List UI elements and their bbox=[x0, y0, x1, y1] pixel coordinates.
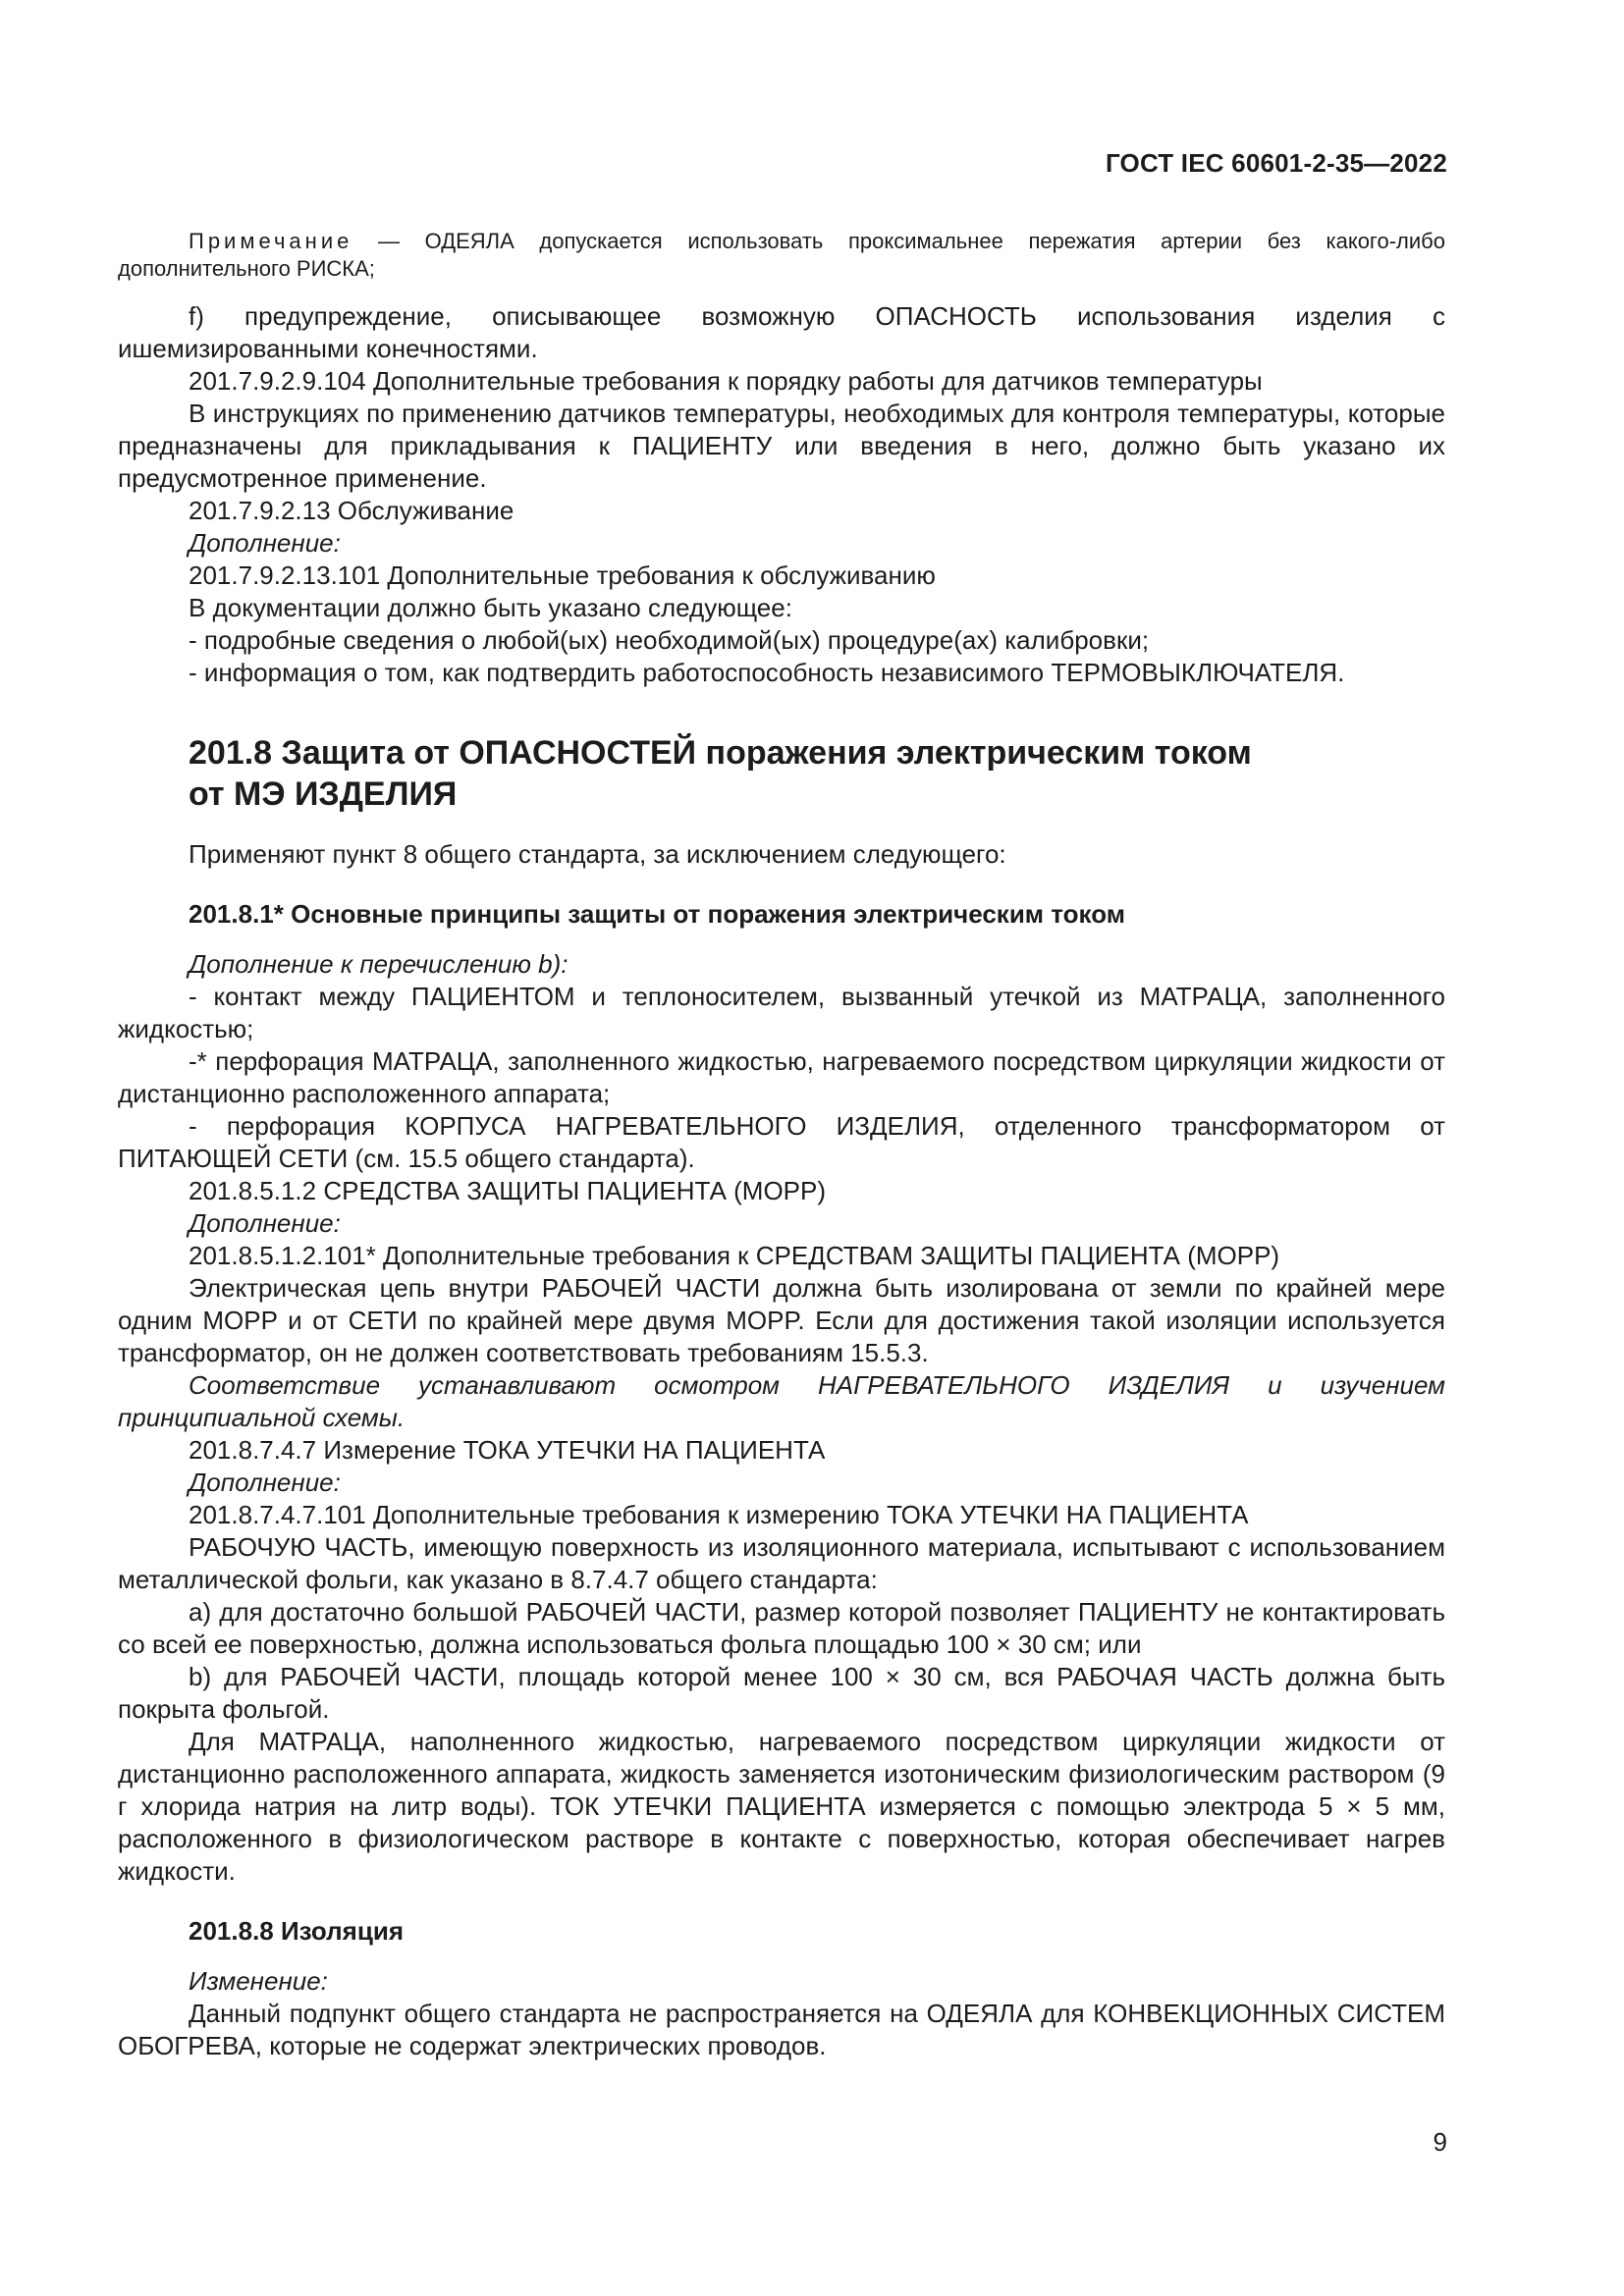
paragraph: - подробные сведения о любой(ых) необходимой(ых) процедуре(ах) калибровки; bbox=[189, 625, 1150, 655]
paragraph: 201.8.5.1.2 СРЕДСТВА ЗАЩИТЫ ПАЦИЕНТА (MOPP) bbox=[189, 1176, 827, 1205]
paragraph-group-1 bbox=[118, 300, 1445, 689]
paragraph: Дополнение к перечислению b): bbox=[189, 949, 568, 979]
paragraph: 201.7.9.2.13.101 Дополнительные требования к обслуживанию bbox=[189, 561, 936, 590]
section-201-8-intro: Применяют пункт 8 общего стандарта, за исключением следующего: bbox=[189, 839, 1006, 869]
note-label: Примечание bbox=[189, 229, 353, 253]
paragraph: В инструкциях по применению датчиков температуры, необходимых для контроля температуры, которые предназначены для прикладывания к ПАЦИЕНТУ или введения в него, должно быть указано их предусмотренное применение. bbox=[118, 399, 1445, 493]
paragraph-group-3 bbox=[118, 1965, 1445, 2062]
page-content bbox=[118, 228, 1445, 2062]
paragraph: f) предупреждение, описывающее возможную ОПАСНОСТЬ использования изделия с ишемизированными конечностями. bbox=[118, 301, 1445, 363]
paragraph: Дополнение: bbox=[189, 528, 341, 558]
note-paragraph bbox=[118, 228, 1445, 283]
paragraph: Дополнение: bbox=[189, 1468, 341, 1497]
paragraph: 201.8.7.4.7 Измерение ТОКА УТЕЧКИ НА ПАЦИЕНТА bbox=[189, 1435, 826, 1465]
paragraph: Дополнение: bbox=[189, 1208, 341, 1238]
section-201-8-title-line1: 201.8 Защита от ОПАСНОСТЕЙ поражения электрическим током bbox=[189, 734, 1252, 772]
paragraph: Электрическая цепь внутри РАБОЧЕЙ ЧАСТИ должна быть изолирована от земли по крайней мере одним MOPP и от СЕТИ по крайней мере двумя MOPP. Если для достижения такой изоляции используется трансформатор, он не должен соответствовать требованиям 15.5.3. bbox=[118, 1273, 1445, 1367]
paragraph: Для МАТРАЦА, наполненного жидкостью, нагреваемого посредством циркуляции жидкости от дистанционно расположенного аппарата, жидкость заменяется изотоническим физиологическим раствором (9 г хлорида натрия на литр воды). ТОК УТЕЧКИ ПАЦИЕНТА измеряется с помощью электрода 5 × 5 мм, расположенного в физиологическом растворе в контакте с поверхностью, которая обеспечивает нагрев жидкости. bbox=[118, 1727, 1445, 1886]
note-text: — ОДЕЯЛА допускается использовать проксимальнее пережатия артерии без какого-либо дополнительного РИСКА; bbox=[118, 229, 1445, 281]
paragraph: Данный подпункт общего стандарта не распространяется на ОДЕЯЛА для КОНВЕКЦИОННЫХ СИСТЕМ ОБОГРЕВА, которые не содержат электрических проводов. bbox=[118, 1999, 1445, 2060]
paragraph: 201.7.9.2.13 Обслуживание bbox=[189, 496, 514, 525]
paragraph: - информация о том, как подтвердить работоспособность независимого ТЕРМОВЫКЛЮЧАТЕЛЯ. bbox=[189, 658, 1345, 687]
paragraph: -* перфорация МАТРАЦА, заполненного жидкостью, нагреваемого посредством циркуляции жидкости от дистанционно расположенного аппарата; bbox=[118, 1046, 1445, 1108]
paragraph: b) для РАБОЧЕЙ ЧАСТИ, площадь которой менее 100 × 30 см, вся РАБОЧАЯ ЧАСТЬ должна быть покрыта фольгой. bbox=[118, 1662, 1445, 1724]
paragraph: - контакт между ПАЦИЕНТОМ и теплоносителем, вызванный утечкой из МАТРАЦА, заполненного жидкостью; bbox=[118, 982, 1445, 1043]
paragraph: Изменение: bbox=[189, 1966, 328, 1996]
paragraph-group-2 bbox=[118, 948, 1445, 1888]
section-201-8-heading bbox=[189, 732, 1445, 815]
document-id-header: ГОСТ IEC 60601-2-35—2022 bbox=[1105, 148, 1447, 178]
section-201-8-1-heading: 201.8.1* Основные принципы защиты от поражения электрическим током bbox=[189, 899, 1125, 929]
page-number: 9 bbox=[1433, 2127, 1447, 2157]
paragraph: Соответствие устанавливают осмотром НАГРЕВАТЕЛЬНОГО ИЗДЕЛИЯ и изучением принципиальной схемы. bbox=[118, 1370, 1445, 1432]
paragraph: В документации должно быть указано следующее: bbox=[189, 593, 792, 622]
paragraph: 201.7.9.2.9.104 Дополнительные требования к порядку работы для датчиков температуры bbox=[189, 366, 1263, 396]
paragraph: РАБОЧУЮ ЧАСТЬ, имеющую поверхность из изоляционного материала, испытывают с использованием металлической фольги, как указано в 8.7.4.7 общего стандарта: bbox=[118, 1532, 1445, 1594]
paragraph: 201.8.7.4.7.101 Дополнительные требования к измерению ТОКА УТЕЧКИ НА ПАЦИЕНТА bbox=[189, 1500, 1249, 1529]
section-201-8-8-heading: 201.8.8 Изоляция bbox=[189, 1916, 404, 1946]
paragraph: a) для достаточно большой РАБОЧЕЙ ЧАСТИ, размер которой позволяет ПАЦИЕНТУ не контактировать со всей ее поверхностью, должна использоваться фольга площадью 100 × 30 см; или bbox=[118, 1597, 1445, 1659]
paragraph: 201.8.5.1.2.101* Дополнительные требования к СРЕДСТВАМ ЗАЩИТЫ ПАЦИЕНТА (MOPP) bbox=[189, 1241, 1280, 1270]
section-201-8-title-line2: от МЭ ИЗДЕЛИЯ bbox=[189, 775, 458, 813]
paragraph: - перфорация КОРПУСА НАГРЕВАТЕЛЬНОГО ИЗДЕЛИЯ, отделенного трансформатором от ПИТАЮЩЕЙ СЕТИ (см. 15.5 общего стандарта). bbox=[118, 1111, 1445, 1173]
